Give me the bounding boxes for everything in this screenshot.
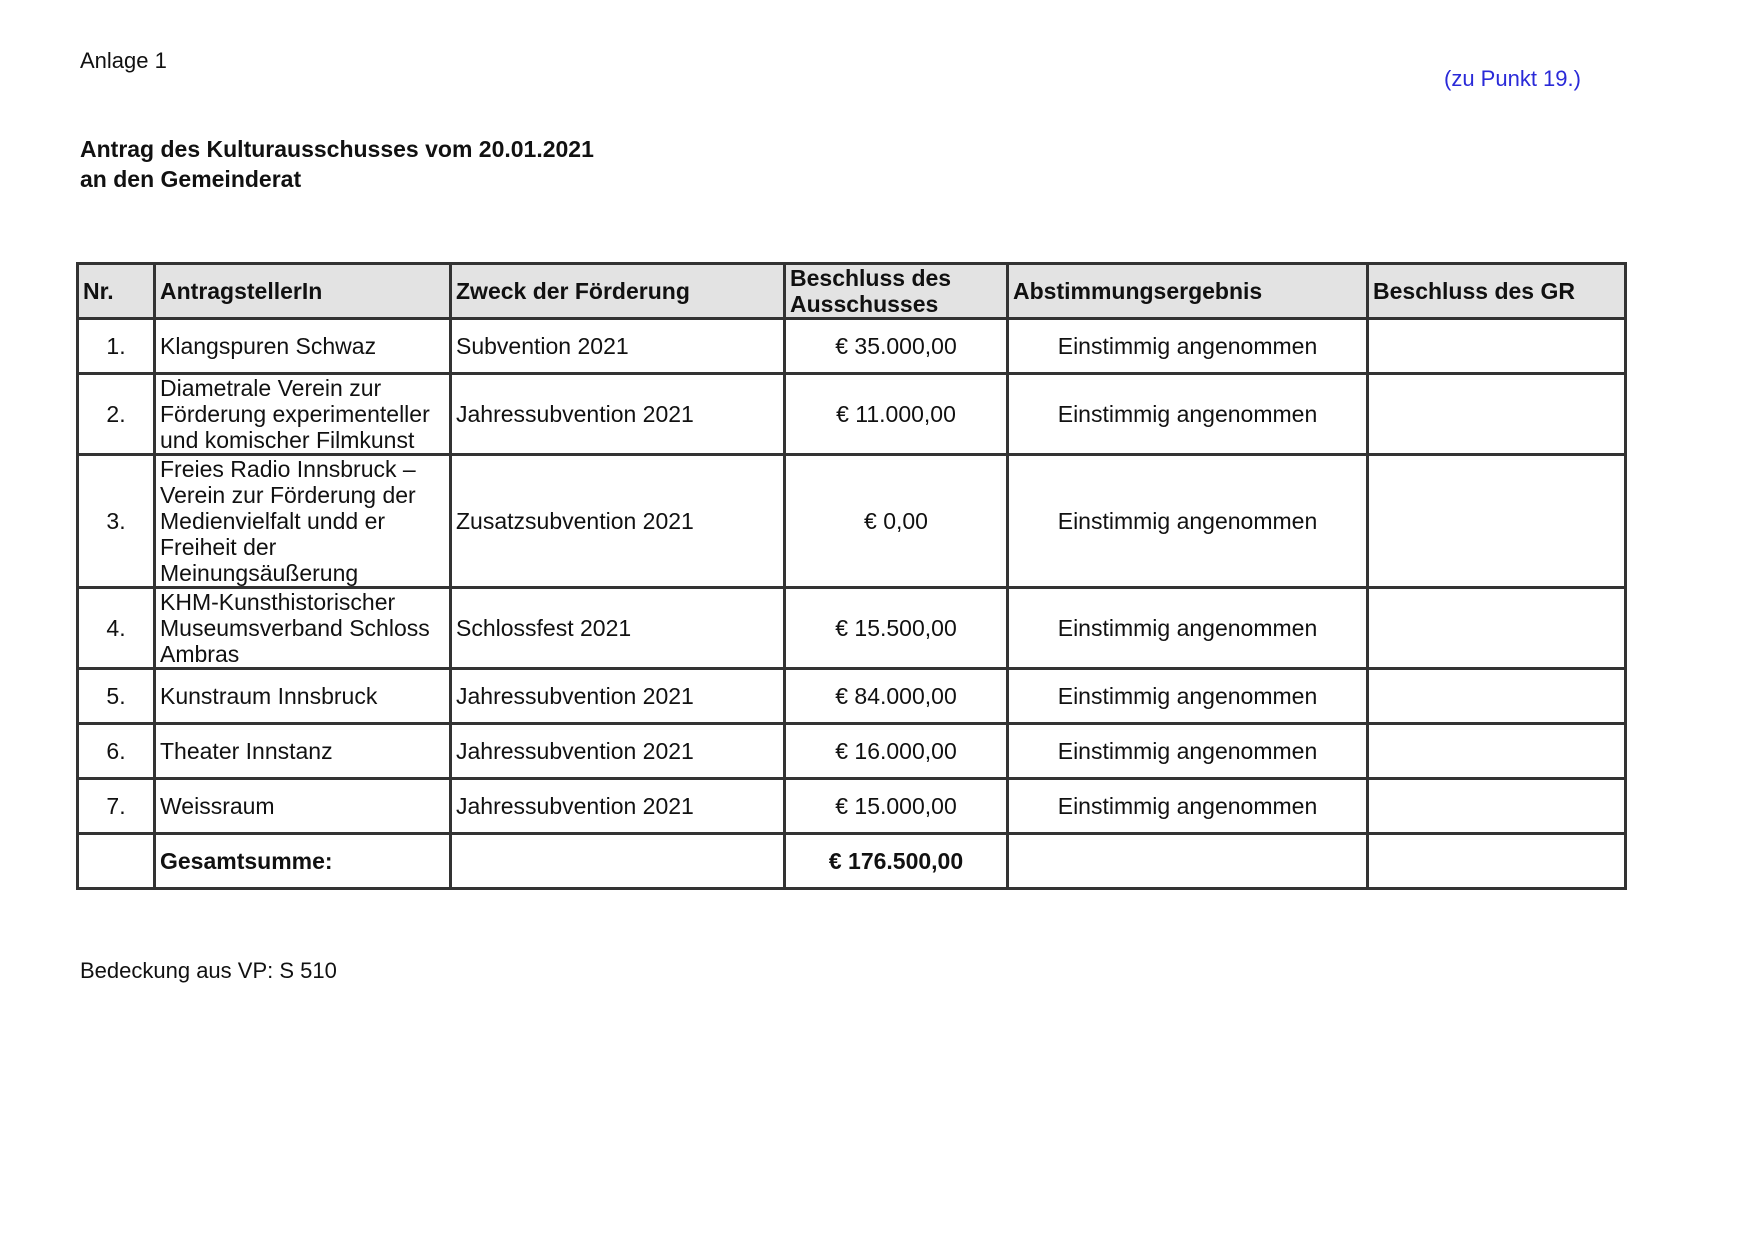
cell-total-purpose: [451, 834, 785, 889]
cell-purpose: Jahressubvention 2021: [451, 669, 785, 724]
table-row: [78, 374, 1626, 455]
total-row: [78, 834, 1626, 889]
grant-table: [76, 262, 1627, 890]
cell-applicant: [155, 374, 451, 455]
header-decision: [785, 264, 1008, 319]
cell-purpose: Zusatzsubvention 2021: [451, 455, 785, 588]
cell-applicant: [155, 779, 451, 834]
cell-amount: € 0,00: [785, 455, 1008, 588]
cell-applicant: [155, 455, 451, 588]
cell-gr: [1368, 588, 1626, 669]
cell-amount: € 16.000,00: [785, 724, 1008, 779]
applicant-line: Kunstraum Innsbruck: [160, 683, 378, 709]
cell-gr: [1368, 669, 1626, 724]
header-nr: Nr.: [78, 264, 155, 319]
cell-gr: [1368, 779, 1626, 834]
budget-coverage-note: Bedeckung aus VP: S 510: [80, 958, 337, 983]
cell-total-vote: [1008, 834, 1368, 889]
cell-vote: Einstimmig angenommen: [1008, 779, 1368, 834]
cell-applicant: [155, 669, 451, 724]
cell-nr: 1.: [78, 319, 155, 374]
cell-amount: € 84.000,00: [785, 669, 1008, 724]
cell-applicant: [155, 724, 451, 779]
cell-nr: 2.: [78, 374, 155, 455]
cell-purpose: Subvention 2021: [451, 319, 785, 374]
header-gr: Beschluss des GR: [1368, 264, 1626, 319]
cell-total-gr: [1368, 834, 1626, 889]
applicant-line: Theater Innstanz: [160, 738, 333, 764]
cell-nr: 3.: [78, 455, 155, 588]
cell-gr: [1368, 374, 1626, 455]
applicant-line: Verein zur Förderung der: [160, 482, 416, 508]
cell-amount: € 11.000,00: [785, 374, 1008, 455]
table-header-row: [78, 264, 1626, 319]
cell-purpose: Jahressubvention 2021: [451, 724, 785, 779]
cell-vote: Einstimmig angenommen: [1008, 319, 1368, 374]
applicant-line: Ambras: [160, 641, 240, 667]
header-applicant: AntragstellerIn: [155, 264, 451, 319]
applicant-line: und komischer Filmkunst: [160, 427, 415, 453]
cell-applicant: [155, 319, 451, 374]
cell-purpose: Jahressubvention 2021: [451, 374, 785, 455]
table-row: [78, 724, 1626, 779]
agenda-reference: (zu Punkt 19.): [1444, 66, 1581, 91]
cell-gr: [1368, 455, 1626, 588]
cell-amount: € 35.000,00: [785, 319, 1008, 374]
cell-vote: Einstimmig angenommen: [1008, 588, 1368, 669]
cell-total-nr: [78, 834, 155, 889]
cell-vote: Einstimmig angenommen: [1008, 669, 1368, 724]
cell-vote: Einstimmig angenommen: [1008, 455, 1368, 588]
table-row: [78, 669, 1626, 724]
applicant-line: Meinungsäußerung: [160, 560, 359, 586]
cell-amount: € 15.500,00: [785, 588, 1008, 669]
heading-line-1: Antrag des Kulturausschusses vom 20.01.2021: [80, 136, 594, 162]
attachment-label: Anlage 1: [80, 48, 167, 73]
table-row: [78, 588, 1626, 669]
applicant-line: Freiheit der: [160, 534, 277, 560]
table-row: [78, 455, 1626, 588]
cell-nr: 6.: [78, 724, 155, 779]
applicant-line: Förderung experimenteller: [160, 401, 430, 427]
cell-applicant: [155, 588, 451, 669]
header-decision-line-1: Beschluss des: [790, 265, 952, 291]
cell-nr: 4.: [78, 588, 155, 669]
total-amount: € 176.500,00: [785, 834, 1008, 889]
cell-nr: 7.: [78, 779, 155, 834]
cell-vote: Einstimmig angenommen: [1008, 374, 1368, 455]
total-label: Gesamtsumme:: [155, 834, 451, 889]
cell-vote: Einstimmig angenommen: [1008, 724, 1368, 779]
header-vote: Abstimmungsergebnis: [1008, 264, 1368, 319]
heading-line-2: an den Gemeinderat: [80, 166, 302, 192]
applicant-line: Diametrale Verein zur: [160, 375, 382, 401]
header-decision-line-2: Ausschusses: [790, 291, 939, 317]
applicant-line: Museumsverband Schloss: [160, 615, 430, 641]
table-row: [78, 319, 1626, 374]
applicant-line: Weissraum: [160, 793, 275, 819]
cell-gr: [1368, 319, 1626, 374]
cell-purpose: Schlossfest 2021: [451, 588, 785, 669]
cell-purpose: Jahressubvention 2021: [451, 779, 785, 834]
header-purpose: Zweck der Förderung: [451, 264, 785, 319]
table-row: [78, 779, 1626, 834]
cell-amount: € 15.000,00: [785, 779, 1008, 834]
applicant-line: Medienvielfalt undd er: [160, 508, 386, 534]
cell-nr: 5.: [78, 669, 155, 724]
applicant-line: Freies Radio Innsbruck –: [160, 456, 416, 482]
applicant-line: Klangspuren Schwaz: [160, 333, 377, 359]
cell-gr: [1368, 724, 1626, 779]
applicant-line: KHM-Kunsthistorischer: [160, 589, 396, 615]
document-heading: [80, 134, 594, 194]
